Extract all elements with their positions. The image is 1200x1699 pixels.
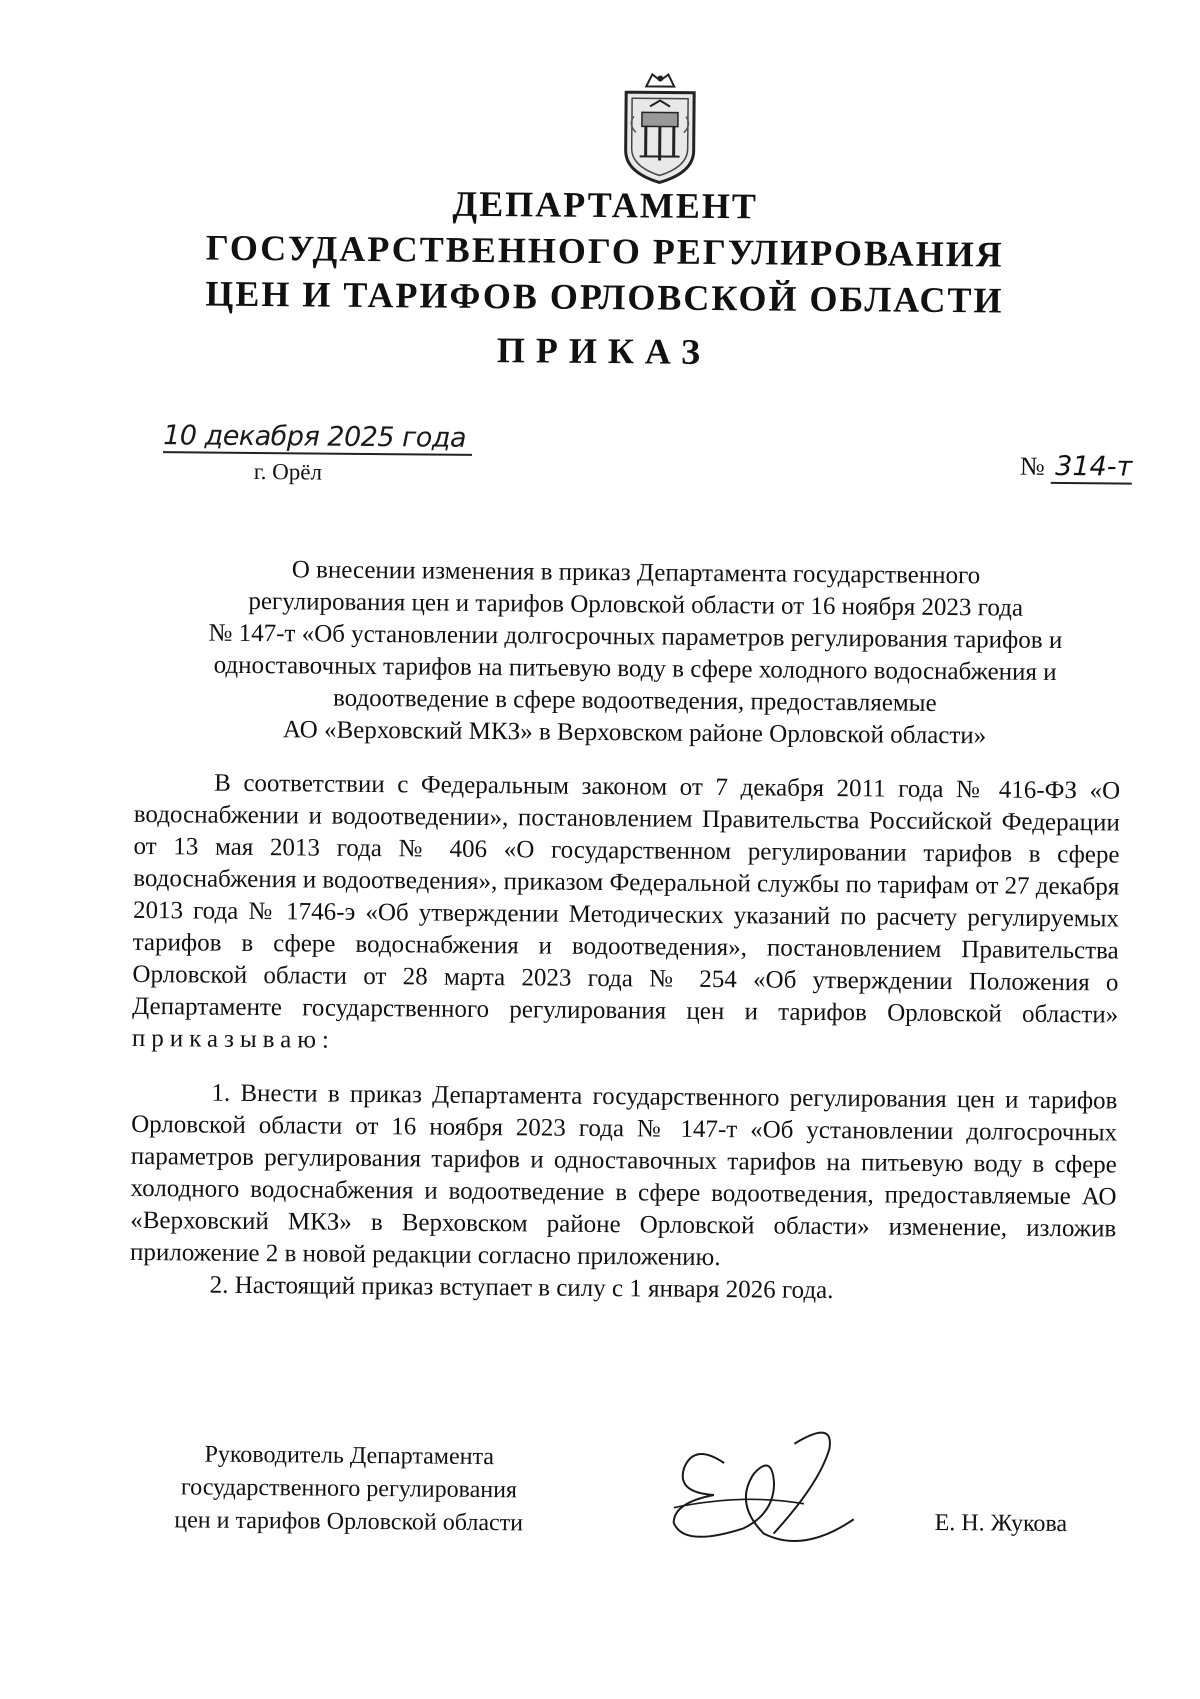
- signatory-title: [139, 1438, 560, 1541]
- order-number: [1020, 451, 1133, 485]
- number-prefix: №: [1019, 451, 1045, 481]
- subject-line: АО «Верховский МКЗ» в Верховском районе Орловской области»: [282, 716, 987, 750]
- subject-line: регулирования цен и тарифов Орловской области от 16 ноября 2023 года: [248, 587, 1024, 622]
- document-type-title: ПРИКАЗ: [496, 330, 712, 372]
- handwritten-date: 10 декабря 2025 года: [163, 420, 472, 456]
- order-subject: [155, 553, 1115, 753]
- order-item-2: 2. Настоящий приказ вступает в силу с 1 января 2026 года.: [209, 1271, 834, 1305]
- signatory-name: Е. Н. Жукова: [934, 1509, 1068, 1538]
- preamble-text: В соответствии с Федеральным законом от 7 декабря 2011 года № 416-ФЗ «О водоснабжении и водоотведении», постановлением Правительства Российской Федерации от 13 мая 2013 года № 406 «О государственном регулировании тарифов в сфере водоснабжения и водоотведения», приказом Федеральной службы по тарифам от 27 декабря 2013 года № 1746-э «Об утверждении Методических указаний по расчету регулируемых тарифов в сфере водоснабжения и водоотведения», постановлением Правительства Орловской области от 28 марта 2023 года № 254 «Об утверждении Положения о Департаменте государственного регулирования цен и тарифов Орловской области»: [132, 769, 1121, 1029]
- subject-line: № 147-т «Об установлении долгосрочных параметров регулирования тарифов и: [208, 619, 1063, 655]
- organization-name: [4, 177, 1200, 325]
- signatory-title-line: государственного регулирования: [180, 1474, 518, 1504]
- subject-line: О внесении изменения в приказ Департамента государственного: [291, 556, 981, 590]
- preamble-action: приказываю:: [131, 1024, 336, 1054]
- handwritten-signature: [653, 1422, 904, 1554]
- signatory-title-line: цен и тарифов Орловской области: [174, 1507, 524, 1537]
- coat-of-arms-icon: [615, 72, 704, 185]
- subject-line: одноставочных тарифов на питьевую воду в сфере холодного водоснабжения и: [213, 651, 1057, 686]
- org-line-3: ЦЕН И ТАРИФОВ ОРЛОВСКОЙ ОБЛАСТИ: [205, 273, 1004, 321]
- preamble-paragraph: [132, 767, 1120, 1064]
- handwritten-number: 314-т: [1051, 451, 1132, 485]
- order-body: [130, 767, 1121, 1310]
- org-line-2: ГОСУДАРСТВЕННОГО РЕГУЛИРОВАНИЯ: [205, 227, 1004, 275]
- subject-line: водоотведение в сфере водоотведения, предоставляемые: [332, 684, 937, 717]
- city: г. Орёл: [253, 458, 323, 485]
- order-item-1: 1. Внести в приказ Департамента государственного регулирования цен и тарифов Орловской области от 16 ноября 2023 года № 147-т «Об установлении долгосрочных параметров регулирования тарифов и одноставочных тарифов на питьевую воду в сфере холодного водоснабжения и водоотведение в сфере водоотведения, предоставляемые АО «Верховский МКЗ» в Верховском районе Орловской области» изменение, изложив приложение 2 в новой редакции согласно приложению.: [129, 1079, 1118, 1272]
- signatory-title-line: Руководитель Департамента: [204, 1441, 495, 1471]
- org-line-1: ДЕПАРТАМЕНТ: [452, 183, 759, 227]
